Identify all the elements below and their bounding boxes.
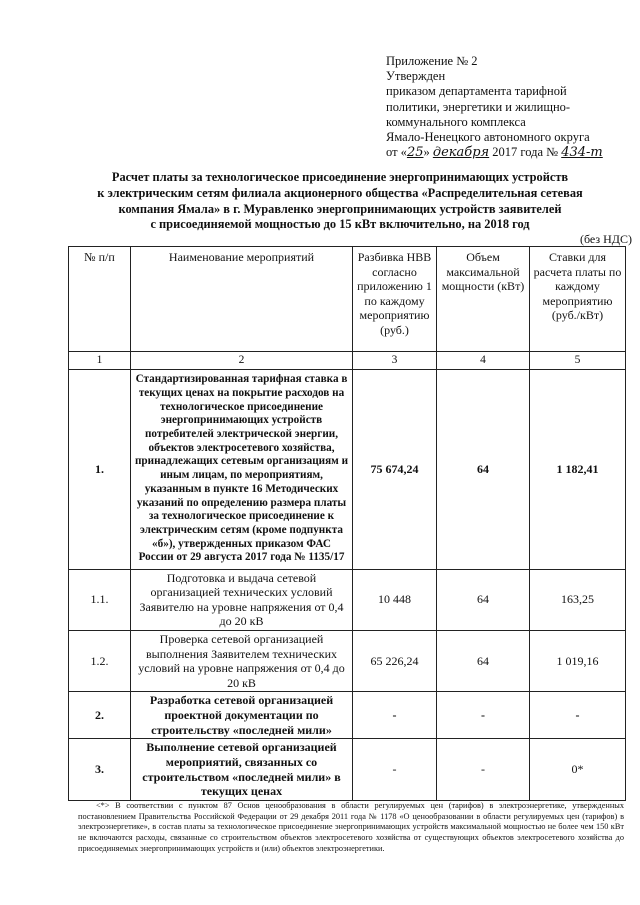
row-rate: 1 019,16 [530, 630, 626, 691]
header-number: № п/п [69, 247, 131, 352]
row-number: 2. [69, 692, 131, 739]
header-nvv: Разбивка НВВ согласно приложению 1 по каждому мероприятию (руб.) [353, 247, 437, 352]
approval-text-4: Ямало-Ненецкого автономного округа [386, 130, 590, 145]
row-name: Подготовка и выдача сетевой организацией технических условий Заявителю на уровне напряжения от 0,4 до 20 кВ [131, 569, 353, 630]
approval-text-3: коммунального комплекса [386, 114, 526, 129]
approval-text-2: политики, энергетики и жилищно- [386, 99, 571, 114]
table-row [69, 630, 626, 691]
row-nvv: 75 674,24 [353, 369, 437, 569]
row-rate: 163,25 [530, 569, 626, 630]
approval-text-1: приказом департамента тарифной [386, 84, 567, 99]
row-power: 64 [437, 630, 530, 691]
date-mid: » [423, 145, 430, 160]
approval-block [386, 54, 631, 160]
table-row [69, 369, 626, 569]
row-nvv: - [353, 692, 437, 739]
row-rate: 0* [530, 739, 626, 800]
column-number: 1 [69, 352, 131, 370]
row-number: 1. [69, 369, 131, 569]
calculation-table [68, 246, 626, 801]
date-day: 25 [406, 145, 424, 161]
title-line-1: Расчет платы за технологическое присоединение энергопринимающих устройств [111, 170, 569, 184]
approval-date-line [386, 145, 631, 160]
row-rate: 1 182,41 [530, 369, 626, 569]
row-power: 64 [437, 569, 530, 630]
header-power: Объем максимальной мощности (кВт) [437, 247, 530, 352]
row-number: 3. [69, 739, 131, 800]
table-row [69, 692, 626, 739]
table-row [69, 569, 626, 630]
title-line-2: к электрическим сетям филиала акционерного общества «Распределительная сетевая [97, 185, 583, 200]
column-number: 3 [353, 352, 437, 370]
row-nvv: 65 226,24 [353, 630, 437, 691]
table-header-row [69, 247, 626, 352]
column-number: 4 [437, 352, 530, 370]
row-nvv: 10 448 [353, 569, 437, 630]
column-number-row [69, 352, 626, 370]
title-line-4: с присоединяемой мощностью до 15 кВт включительно, на 2018 год [150, 217, 530, 232]
row-number: 1.1. [69, 569, 131, 630]
row-power: 64 [437, 369, 530, 569]
table-row [69, 739, 626, 800]
footnote [78, 801, 624, 855]
column-number: 2 [131, 352, 353, 370]
row-name: Выполнение сетевой организацией мероприятий, связанных со строительством «последней мили» в текущих ценах [131, 739, 353, 800]
row-number: 1.2. [69, 630, 131, 691]
row-power: - [437, 739, 530, 800]
column-number: 5 [530, 352, 626, 370]
approved-label: Утвержден [386, 69, 446, 84]
title-line-3: компания Ямала» в г. Муравленко энергопринимающих устройств заявителей [118, 201, 562, 216]
header-rate: Ставки для расчета платы по каждому мероприятию (руб./кВт) [530, 247, 626, 352]
date-month: декабря [432, 145, 490, 161]
date-year: 2017 года № [492, 145, 559, 160]
row-power: - [437, 692, 530, 739]
document-title [60, 170, 620, 233]
row-rate: - [530, 692, 626, 739]
row-name: Стандартизированная тарифная ставка в текущих ценах на покрытие расходов на технологическое присоединение энергопринимающих устройств потребителей электрической энергии, объектов электросетевого хозяйства, принадлежащих сетевым организациям и иным лицам, по мероприятиям, указанным в пункте 16 Методических указаний по определению размера платы за технологическое присоединение к электрическим сетям (кроме подпункта «б»), утвержденных приказом ФАС России от 29 августа 2017 года № 1135/17 [131, 369, 353, 569]
vat-note: (без НДС) [579, 232, 632, 246]
date-prefix: от « [386, 145, 407, 160]
header-name: Наименование мероприятий [131, 247, 353, 352]
order-number: 434-т [561, 145, 603, 161]
appendix-number: Приложение № 2 [386, 54, 478, 68]
row-nvv: - [353, 739, 437, 800]
row-name: Разработка сетевой организацией проектной документации по строительству «последней мили» [131, 692, 353, 739]
footnote-text: <*> В соответствии с пунктом 87 Основ ценообразования в области регулируемых цен (тарифов) в электроэнергетике, утвержденных постановлением Правительства Российской Федерации от 29 декабря 2011 года № 1178 «О ценообразовании в области регулируемых цен (тарифов) в электроэнергетике», в состав платы за технологическое присоединение энергопринимающих устройств максимальной мощностью не более чем 150 кВт не включаются расходы, связанные со строительством объектов электросетевого хозяйства от существующих объектов электросетевого хозяйства до присоединяемых энергопринимающих устройств и (или) объектов электроэнергетики. [78, 801, 624, 853]
row-name: Проверка сетевой организацией выполнения Заявителем технических условий на уровне напряжения от 0,4 до 20 кВ [131, 630, 353, 691]
